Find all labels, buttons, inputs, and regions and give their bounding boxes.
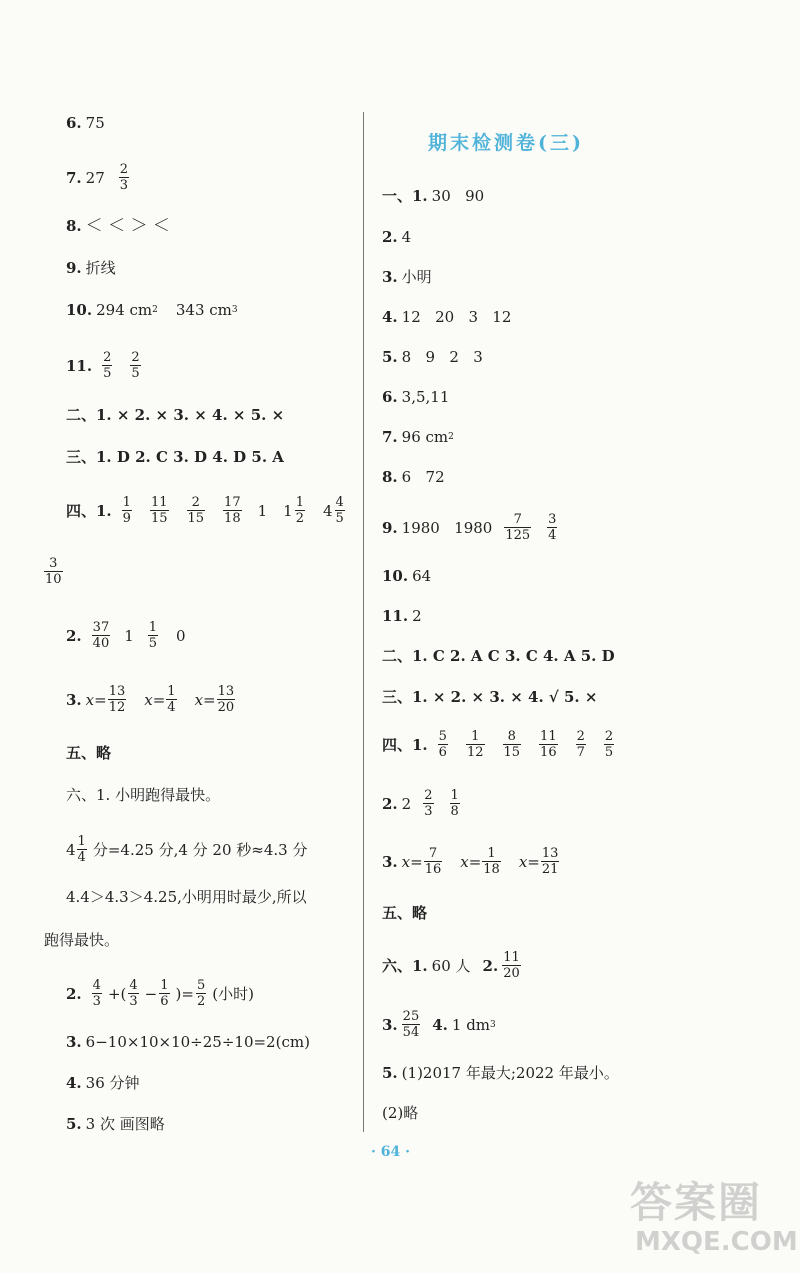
answer-10: 10. 294 cm 2 343 cm 3 — [66, 301, 238, 319]
answer-r10: 10. 64 — [382, 567, 432, 585]
section-2-right: 二、1. C 2. A C 3. C 4. A 5. D — [382, 647, 615, 665]
section-6-q1-compare: 4.4＞4.3＞4.25,小明用时最少,所以 — [66, 888, 307, 906]
section-6-q3-left: 3. 6−10×10×10÷25÷10=2(cm) — [66, 1033, 310, 1051]
page-number: · 64 · — [371, 1144, 410, 1160]
section-6-q5-right: 5. (1)2017 年最大;2022 年最小。 — [382, 1064, 619, 1082]
answer-r9: 9. 1980 1980 $\frac{7}{125}$ $\frac{3}{4}$ — [382, 512, 557, 543]
section-6-q1-right: 六、1. 60 人 2. $\frac{11}{20}$ — [382, 950, 520, 981]
answer-8: 8. ＜ ＜ ＞ ＜ — [66, 216, 170, 236]
section-6-q3-right: 3. $\frac{25}{54}$ 4. 1 dm 3 — [382, 1009, 496, 1040]
section-2-left: 二、1. × 2. × 3. × 4. × 5. × — [66, 406, 285, 424]
section-6-q1-work: 4 $\frac{1}{4}$ 分=4.25 分,4 分 20 秒≈4.3 分 — [66, 834, 308, 865]
answer-9: 9. 折线 — [66, 259, 116, 277]
column-divider — [363, 112, 364, 1132]
answer-6: 6. 75 — [66, 114, 105, 132]
answer-r4: 4. 12 20 3 12 — [382, 308, 512, 326]
section-3-left: 三、1. D 2. C 3. D 4. D 5. A — [66, 448, 284, 466]
section-3-right: 三、1. × 2. × 3. × 4. √ 5. × — [382, 688, 598, 706]
answer-r11: 11. 2 — [382, 607, 422, 625]
watermark-text: 答案圈 — [630, 1178, 763, 1227]
section-6-q1-conclusion: 跑得最快。 — [44, 931, 120, 949]
answer-r3: 3. 小明 — [382, 268, 432, 286]
section-4-q2-left: 2. $\frac{37}{40}$ 1 $\frac{1}{5}$ 0 — [66, 620, 186, 651]
answer-r7: 7. 96 cm 2 — [382, 428, 454, 446]
section-6-q4-left: 4. 36 分钟 — [66, 1074, 140, 1092]
section-4-q1-right: 四、1. $\frac{5}{6}$ $\frac{1}{12}$ $\frac{8}{15}$ $\frac{11}{16}$ $\frac{2}{7}$ $\frac{2}{5}$ — [382, 729, 614, 760]
section-6-q5-left: 5. 3 次 画图略 — [66, 1115, 165, 1133]
section-5-left: 五、略 — [66, 744, 112, 762]
exam-title: 期末检测卷(三) — [428, 132, 584, 154]
watermark-logo — [620, 1165, 798, 1265]
answer-7: 7. 27 $\frac{2}{3}$ — [66, 162, 129, 193]
answer-r1: 一、1. 30 90 — [382, 187, 485, 205]
section-4-q1-continued: $\frac{3}{10}$ — [45, 556, 62, 587]
section-6-q5-part2: (2)略 — [382, 1104, 419, 1122]
section-4-q3-left: 3. x= $\frac{13}{12}$ x= $\frac{1}{4}$ x= $\frac{13}{20}$ — [66, 684, 235, 715]
section-5-right: 五、略 — [382, 904, 428, 922]
section-6-q1-left: 六、1. 小明跑得最快。 — [66, 786, 221, 804]
answer-r6: 6. 3,5,11 — [382, 388, 450, 406]
section-4-q3-right: 3. x= $\frac{7}{16}$ x= $\frac{1}{18}$ x= $\frac{13}{21}$ — [382, 846, 559, 877]
section-4-q2-right: 2. 2 $\frac{2}{3}$ $\frac{1}{8}$ — [382, 788, 459, 819]
answer-r5: 5. 8 9 2 3 — [382, 348, 483, 366]
answer-r2: 2. 4 — [382, 228, 412, 246]
section-4-q1-left: 四、1. $\frac{1}{9}$ $\frac{11}{15}$ $\frac{2}{15}$ $\frac{17}{18}$ 1 1 $\frac{1}{2}$ 4 $\frac{4}{5}$ — [66, 495, 344, 526]
section-6-q2-left: 2. $\frac{4}{3}$ +( $\frac{4}{3}$ − $\frac{1}{6}$ )= $\frac{5}{2}$ (小时) — [66, 978, 254, 1009]
answer-r8: 8. 6 72 — [382, 468, 445, 486]
answer-11: 11. $\frac{2}{5}$ $\frac{2}{5}$ — [66, 350, 140, 381]
watermark-url: MXQE.COM — [635, 1227, 798, 1257]
